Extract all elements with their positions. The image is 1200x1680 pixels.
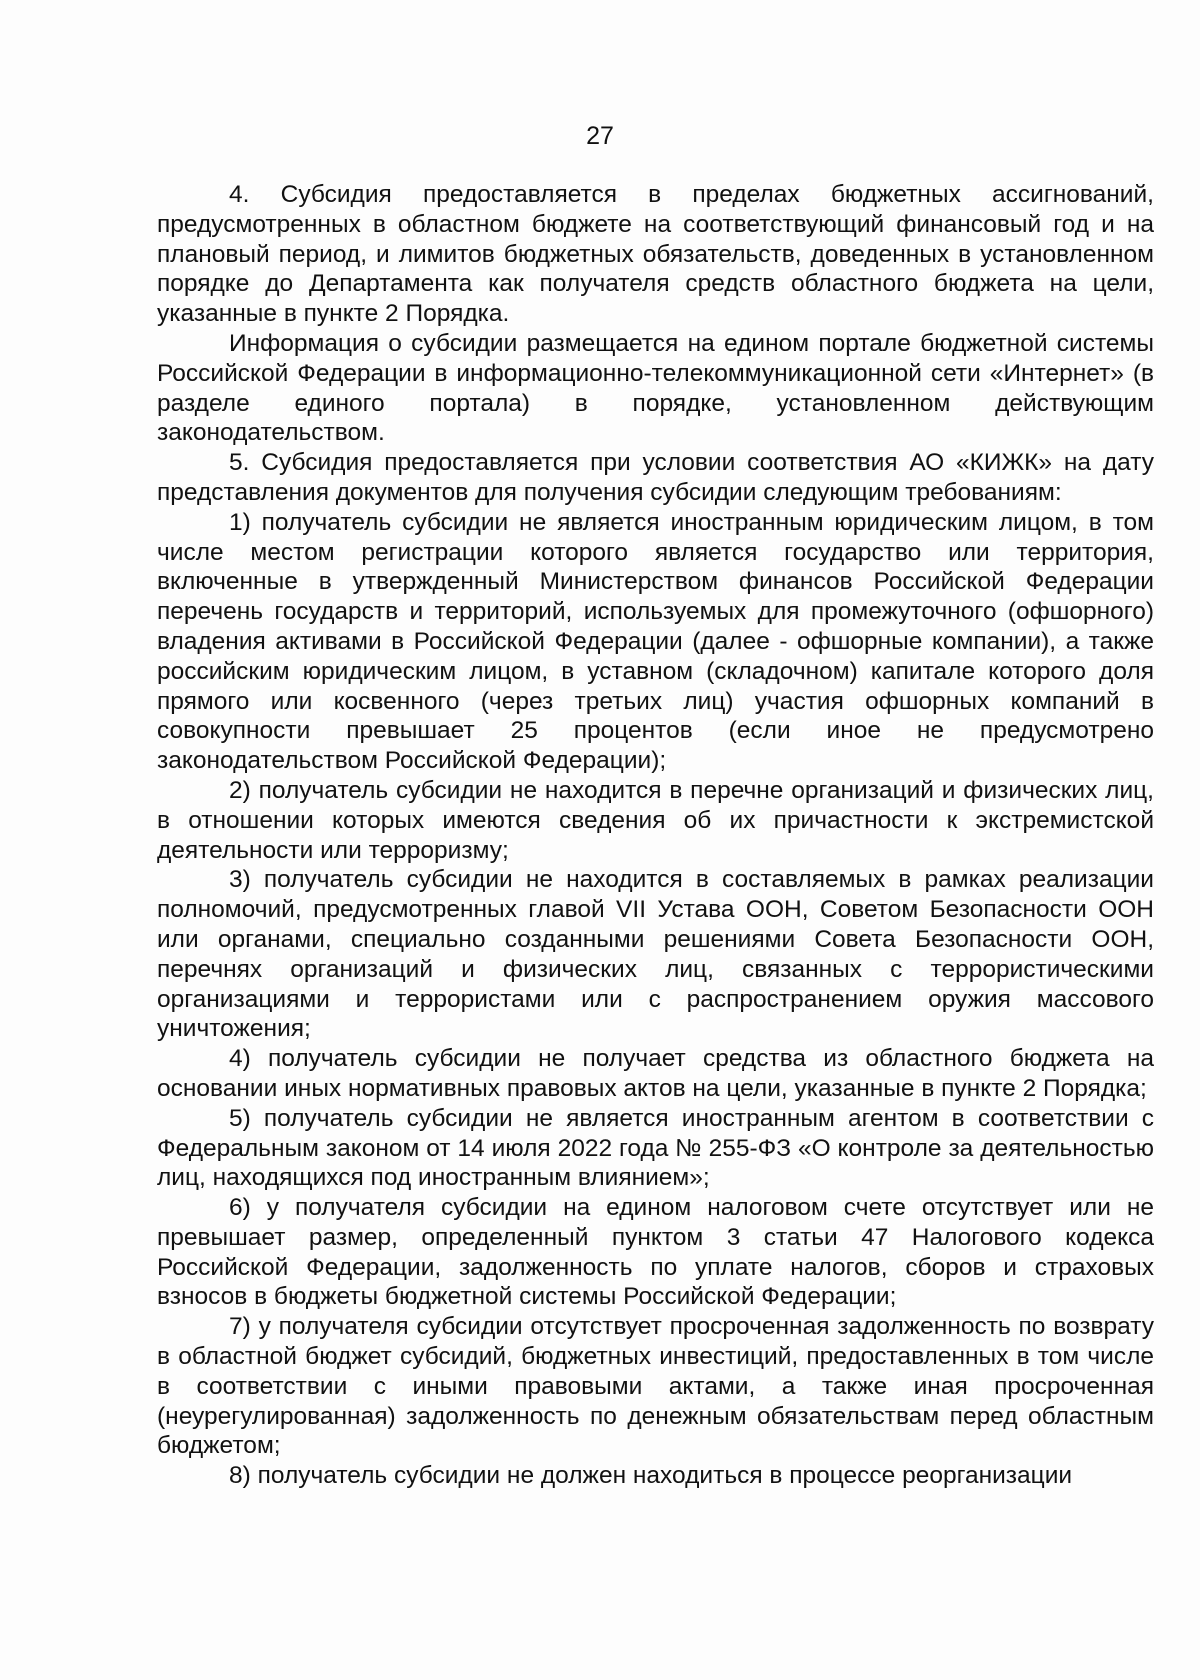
requirement-1-offshore: 1) получатель субсидии не является иностранным юридическим лицом, в том числе местом регистрации которого является государство или территория, включенные в утвержденный Министерством финансов Российской Федерации перечень государств и территорий, используемых для промежуточного (офшорного) владения активами в Российской Федерации (далее - офшорные компании), а также российским юридическим лицом, в уставном (складочном) капитале которого доля прямого или косвенного (через третьих лиц) участия офшорных компаний в совокупности превышает 25 процентов (если иное не предусмотрено законодательством Российской Федерации); <box>157 508 1154 775</box>
requirement-6-tax-debt: 6) у получателя субсидии на едином налоговом счете отсутствует или не превышает размер, определенный пунктом 3 статьи 47 Налогового кодекса Российской Федерации, задолженность по уплате налогов, сборов и страховых взносов в бюджеты бюджетной системы Российской Федерации; <box>157 1194 1154 1311</box>
paragraph-4-subsidy-limits: 4. Субсидия предоставляется в пределах бюджетных ассигнований, предусмотренных в областном бюджете на соответствующий финансовый год и на плановый период, и лимитов бюджетных обязательств, доведенных в установленном порядке до Департамента как получателя средств областного бюджета на цели, указанные в пункте 2 Порядка. <box>157 181 1154 328</box>
requirement-7-overdue-debt: 7) у получателя субсидии отсутствует просроченная задолженность по возврату в областной бюджет субсидий, бюджетных инвестиций, предоставленных в том числе в соответствии с иными правовыми актами, а также иная просроченная (неурегулированная) задолженность по денежным обязательствам перед областным бюджетом; <box>157 1313 1154 1460</box>
paragraph-5-conditions: 5. Субсидия предоставляется при условии соответствия АО «КИЖК» на дату представления документов для получения субсидии следующим требованиям: <box>157 449 1154 506</box>
requirement-8-reorganization: 8) получатель субсидии не должен находиться в процессе реорганизации <box>229 1462 1073 1490</box>
document-body <box>157 180 1154 1491</box>
requirement-2-extremism: 2) получатель субсидии не находится в перечне организаций и физических лиц, в отношении которых имеются сведения об их причастности к экстремистской деятельности или терроризму; <box>157 776 1154 864</box>
paragraph-subsidy-information: Информация о субсидии размещается на едином портале бюджетной системы Российской Федерации в информационно-телекоммуникационной сети «Интернет» (в разделе единого портала) в порядке, установленном действующим законодательством. <box>157 329 1154 447</box>
requirement-4-other-acts: 4) получатель субсидии не получает средства из областного бюджета на основании иных нормативных правовых актов на цели, указанные в пункте 2 Порядка; <box>157 1045 1154 1102</box>
requirement-5-foreign-agent: 5) получатель субсидии не является иностранным агентом в соответствии с Федеральным законом от 14 июля 2022 года № 255-ФЗ «О контроле за деятельностью лиц, находящихся под иностранным влиянием»; <box>157 1104 1154 1192</box>
requirement-3-un-lists: 3) получатель субсидии не находится в составляемых в рамках реализации полномочий, предусмотренных главой VII Устава ООН, Советом Безопасности ООН или органами, специально созданными решениями Совета Безопасности ООН, перечнях организаций и физических лиц, связанных с террористическими организациями и террористами или с распространением оружия массового уничтожения; <box>157 866 1154 1043</box>
page-number: 27 <box>586 122 614 150</box>
